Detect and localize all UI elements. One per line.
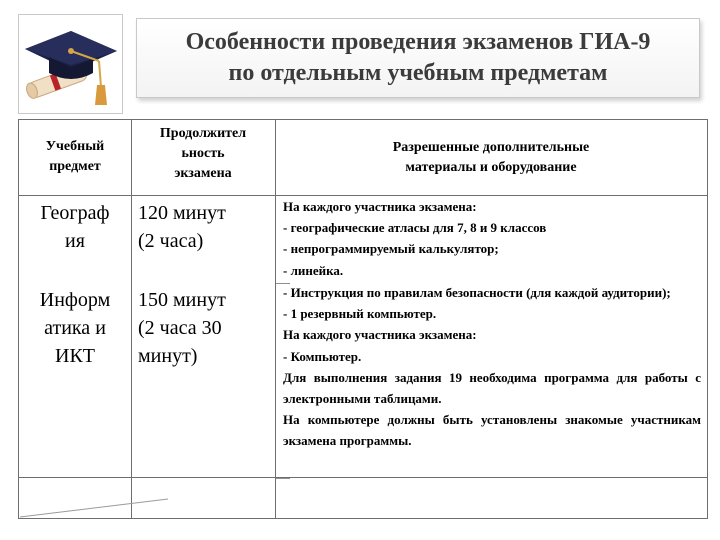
diagonal-marker — [18, 497, 178, 521]
row-informatics-materials: - Инструкция по правилам безопасности (для каждой аудитории); - 1 резервный компьютер. На каждого участника экзамена: - Компьютер. Для выполнения задания 19 необходима программа для работы с электронными таблицами. На компьютере должны быть установлены знакомые участникам экзамена программы. — [283, 285, 701, 449]
bottom-row-divider — [18, 477, 707, 478]
page-title: Особенности проведения экзаменов ГИА-9 по отдельным учебным предметам — [185, 29, 651, 86]
column-divider — [131, 119, 132, 518]
header-materials: Разрешенные дополнительные материалы и оборудование — [392, 140, 590, 175]
row-geography-subject: Географ ия — [40, 202, 110, 252]
row-informatics-duration: 150 минут (2 часа 30 минут) — [138, 289, 226, 367]
row-informatics-subject: Информ атика и ИКТ — [39, 289, 111, 367]
column-divider — [275, 119, 276, 518]
row-geography-duration: 120 минут (2 часа) — [138, 202, 226, 252]
graduation-cap-logo — [18, 14, 123, 114]
header-duration: Продолжител ьность экзамена — [159, 126, 247, 181]
row-geography-materials: На каждого участника экзамена: - географические атласы для 7, 8 и 9 классов - непрограммируемый калькулятор; - линейка. — [283, 199, 547, 278]
row-separator-tick — [276, 478, 290, 479]
title-banner — [136, 18, 700, 98]
graduation-cap-icon — [19, 15, 122, 113]
header-subject: Учебный предмет — [45, 139, 105, 174]
